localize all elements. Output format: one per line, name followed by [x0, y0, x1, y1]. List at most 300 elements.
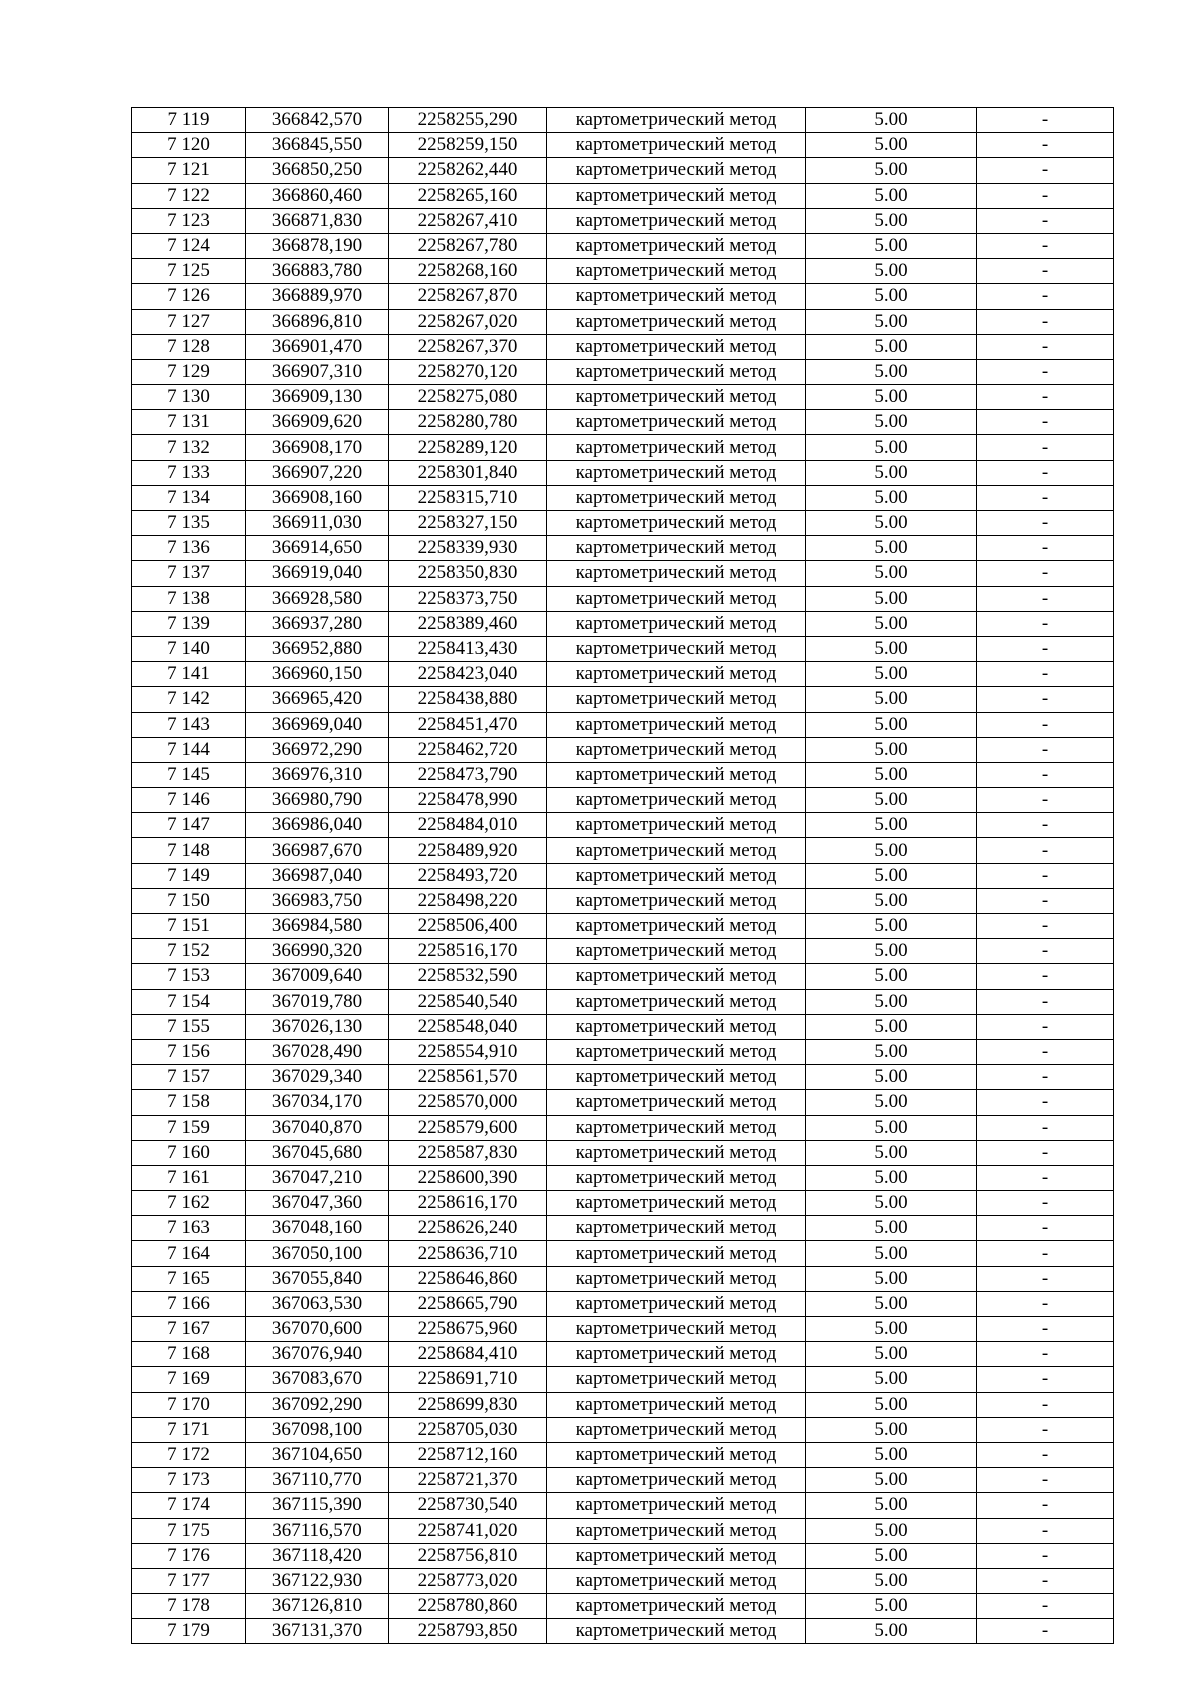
accuracy-cell: 5.00 — [806, 1317, 977, 1342]
table-row — [132, 888, 1114, 913]
table-row — [132, 1619, 1114, 1644]
method-cell: картометрический метод — [547, 1291, 806, 1316]
note-cell: - — [977, 410, 1114, 435]
x-coordinate-cell: 367092,290 — [246, 1392, 389, 1417]
accuracy-cell: 5.00 — [806, 233, 977, 258]
x-coordinate-cell: 366983,750 — [246, 888, 389, 913]
accuracy-cell: 5.00 — [806, 259, 977, 284]
table-row — [132, 435, 1114, 460]
table-row — [132, 939, 1114, 964]
table-row — [132, 586, 1114, 611]
table-row — [132, 1367, 1114, 1392]
method-cell: картометрический метод — [547, 611, 806, 636]
method-cell: картометрический метод — [547, 1266, 806, 1291]
accuracy-cell: 5.00 — [806, 1291, 977, 1316]
table-row — [132, 1216, 1114, 1241]
y-coordinate-cell: 2258741,020 — [389, 1518, 547, 1543]
table-row — [132, 838, 1114, 863]
x-coordinate-cell: 366952,880 — [246, 636, 389, 661]
x-coordinate-cell: 366960,150 — [246, 662, 389, 687]
point-number-cell: 7 138 — [132, 586, 246, 611]
accuracy-cell: 5.00 — [806, 435, 977, 460]
point-number-cell: 7 155 — [132, 1014, 246, 1039]
accuracy-cell: 5.00 — [806, 888, 977, 913]
x-coordinate-cell: 367009,640 — [246, 964, 389, 989]
accuracy-cell: 5.00 — [806, 939, 977, 964]
y-coordinate-cell: 2258570,000 — [389, 1090, 547, 1115]
table-row — [132, 863, 1114, 888]
y-coordinate-cell: 2258554,910 — [389, 1039, 547, 1064]
accuracy-cell: 5.00 — [806, 813, 977, 838]
method-cell: картометрический метод — [547, 964, 806, 989]
x-coordinate-cell: 366878,190 — [246, 233, 389, 258]
method-cell: картометрический метод — [547, 1367, 806, 1392]
x-coordinate-cell: 366965,420 — [246, 687, 389, 712]
point-number-cell: 7 174 — [132, 1493, 246, 1518]
method-cell: картометрический метод — [547, 1039, 806, 1064]
x-coordinate-cell: 367110,770 — [246, 1468, 389, 1493]
note-cell: - — [977, 435, 1114, 460]
method-cell: картометрический метод — [547, 788, 806, 813]
x-coordinate-cell: 367028,490 — [246, 1039, 389, 1064]
note-cell: - — [977, 611, 1114, 636]
method-cell: картометрический метод — [547, 687, 806, 712]
accuracy-cell: 5.00 — [806, 964, 977, 989]
point-number-cell: 7 170 — [132, 1392, 246, 1417]
method-cell: картометрический метод — [547, 485, 806, 510]
point-number-cell: 7 131 — [132, 410, 246, 435]
y-coordinate-cell: 2258675,960 — [389, 1317, 547, 1342]
point-number-cell: 7 146 — [132, 788, 246, 813]
method-cell: картометрический метод — [547, 460, 806, 485]
y-coordinate-cell: 2258712,160 — [389, 1442, 547, 1467]
point-number-cell: 7 178 — [132, 1594, 246, 1619]
y-coordinate-cell: 2258691,710 — [389, 1367, 547, 1392]
x-coordinate-cell: 367116,570 — [246, 1518, 389, 1543]
x-coordinate-cell: 366909,130 — [246, 385, 389, 410]
note-cell: - — [977, 1065, 1114, 1090]
table-row — [132, 359, 1114, 384]
table-row — [132, 1165, 1114, 1190]
table-row — [132, 1115, 1114, 1140]
y-coordinate-cell: 2258462,720 — [389, 737, 547, 762]
point-number-cell: 7 145 — [132, 762, 246, 787]
method-cell: картометрический метод — [547, 284, 806, 309]
accuracy-cell: 5.00 — [806, 586, 977, 611]
y-coordinate-cell: 2258289,120 — [389, 435, 547, 460]
x-coordinate-cell: 367040,870 — [246, 1115, 389, 1140]
x-coordinate-cell: 367050,100 — [246, 1241, 389, 1266]
y-coordinate-cell: 2258423,040 — [389, 662, 547, 687]
table-row — [132, 989, 1114, 1014]
point-number-cell: 7 161 — [132, 1165, 246, 1190]
x-coordinate-cell: 367047,210 — [246, 1165, 389, 1190]
y-coordinate-cell: 2258478,990 — [389, 788, 547, 813]
table-row — [132, 662, 1114, 687]
y-coordinate-cell: 2258548,040 — [389, 1014, 547, 1039]
point-number-cell: 7 148 — [132, 838, 246, 863]
note-cell: - — [977, 1619, 1114, 1644]
note-cell: - — [977, 662, 1114, 687]
method-cell: картометрический метод — [547, 208, 806, 233]
accuracy-cell: 5.00 — [806, 208, 977, 233]
x-coordinate-cell: 366908,170 — [246, 435, 389, 460]
x-coordinate-cell: 367118,420 — [246, 1543, 389, 1568]
table-row — [132, 460, 1114, 485]
method-cell: картометрический метод — [547, 359, 806, 384]
y-coordinate-cell: 2258373,750 — [389, 586, 547, 611]
point-number-cell: 7 169 — [132, 1367, 246, 1392]
point-number-cell: 7 141 — [132, 662, 246, 687]
x-coordinate-cell: 367070,600 — [246, 1317, 389, 1342]
point-number-cell: 7 151 — [132, 914, 246, 939]
y-coordinate-cell: 2258489,920 — [389, 838, 547, 863]
accuracy-cell: 5.00 — [806, 1543, 977, 1568]
method-cell: картометрический метод — [547, 1568, 806, 1593]
note-cell: - — [977, 586, 1114, 611]
accuracy-cell: 5.00 — [806, 334, 977, 359]
method-cell: картометрический метод — [547, 939, 806, 964]
x-coordinate-cell: 367126,810 — [246, 1594, 389, 1619]
y-coordinate-cell: 2258413,430 — [389, 636, 547, 661]
y-coordinate-cell: 2258484,010 — [389, 813, 547, 838]
method-cell: картометрический метод — [547, 1241, 806, 1266]
x-coordinate-cell: 367047,360 — [246, 1191, 389, 1216]
x-coordinate-cell: 366972,290 — [246, 737, 389, 762]
note-cell: - — [977, 1191, 1114, 1216]
note-cell: - — [977, 359, 1114, 384]
method-cell: картометрический метод — [547, 1216, 806, 1241]
table-row — [132, 158, 1114, 183]
accuracy-cell: 5.00 — [806, 712, 977, 737]
point-number-cell: 7 157 — [132, 1065, 246, 1090]
y-coordinate-cell: 2258721,370 — [389, 1468, 547, 1493]
x-coordinate-cell: 366990,320 — [246, 939, 389, 964]
table-row — [132, 964, 1114, 989]
note-cell: - — [977, 687, 1114, 712]
method-cell: картометрический метод — [547, 561, 806, 586]
note-cell: - — [977, 888, 1114, 913]
accuracy-cell: 5.00 — [806, 636, 977, 661]
point-number-cell: 7 119 — [132, 108, 246, 133]
point-number-cell: 7 171 — [132, 1417, 246, 1442]
point-number-cell: 7 152 — [132, 939, 246, 964]
point-number-cell: 7 166 — [132, 1291, 246, 1316]
point-number-cell: 7 137 — [132, 561, 246, 586]
accuracy-cell: 5.00 — [806, 309, 977, 334]
note-cell: - — [977, 863, 1114, 888]
note-cell: - — [977, 1367, 1114, 1392]
method-cell: картометрический метод — [547, 1317, 806, 1342]
method-cell: картометрический метод — [547, 1518, 806, 1543]
point-number-cell: 7 176 — [132, 1543, 246, 1568]
point-number-cell: 7 135 — [132, 511, 246, 536]
note-cell: - — [977, 838, 1114, 863]
table-row — [132, 1241, 1114, 1266]
y-coordinate-cell: 2258756,810 — [389, 1543, 547, 1568]
table-row — [132, 1191, 1114, 1216]
note-cell: - — [977, 788, 1114, 813]
point-number-cell: 7 123 — [132, 208, 246, 233]
note-cell: - — [977, 939, 1114, 964]
x-coordinate-cell: 366842,570 — [246, 108, 389, 133]
y-coordinate-cell: 2258730,540 — [389, 1493, 547, 1518]
table-row — [132, 1065, 1114, 1090]
y-coordinate-cell: 2258275,080 — [389, 385, 547, 410]
note-cell: - — [977, 460, 1114, 485]
table-row — [132, 687, 1114, 712]
y-coordinate-cell: 2258636,710 — [389, 1241, 547, 1266]
y-coordinate-cell: 2258473,790 — [389, 762, 547, 787]
point-number-cell: 7 149 — [132, 863, 246, 888]
table-row — [132, 259, 1114, 284]
y-coordinate-cell: 2258793,850 — [389, 1619, 547, 1644]
point-number-cell: 7 163 — [132, 1216, 246, 1241]
table-row — [132, 1291, 1114, 1316]
y-coordinate-cell: 2258267,870 — [389, 284, 547, 309]
accuracy-cell: 5.00 — [806, 662, 977, 687]
y-coordinate-cell: 2258646,860 — [389, 1266, 547, 1291]
table-row — [132, 1468, 1114, 1493]
accuracy-cell: 5.00 — [806, 1518, 977, 1543]
accuracy-cell: 5.00 — [806, 561, 977, 586]
note-cell: - — [977, 712, 1114, 737]
x-coordinate-cell: 367019,780 — [246, 989, 389, 1014]
x-coordinate-cell: 367098,100 — [246, 1417, 389, 1442]
method-cell: картометрический метод — [547, 309, 806, 334]
accuracy-cell: 5.00 — [806, 359, 977, 384]
point-number-cell: 7 150 — [132, 888, 246, 913]
method-cell: картометрический метод — [547, 183, 806, 208]
accuracy-cell: 5.00 — [806, 687, 977, 712]
x-coordinate-cell: 366907,220 — [246, 460, 389, 485]
table-row — [132, 334, 1114, 359]
y-coordinate-cell: 2258493,720 — [389, 863, 547, 888]
point-number-cell: 7 160 — [132, 1140, 246, 1165]
method-cell: картометрический метод — [547, 1090, 806, 1115]
table-row — [132, 1039, 1114, 1064]
point-number-cell: 7 136 — [132, 536, 246, 561]
table-row — [132, 561, 1114, 586]
y-coordinate-cell: 2258684,410 — [389, 1342, 547, 1367]
accuracy-cell: 5.00 — [806, 1014, 977, 1039]
accuracy-cell: 5.00 — [806, 1140, 977, 1165]
accuracy-cell: 5.00 — [806, 1367, 977, 1392]
note-cell: - — [977, 511, 1114, 536]
accuracy-cell: 5.00 — [806, 1191, 977, 1216]
x-coordinate-cell: 366928,580 — [246, 586, 389, 611]
y-coordinate-cell: 2258626,240 — [389, 1216, 547, 1241]
method-cell: картометрический метод — [547, 108, 806, 133]
point-number-cell: 7 129 — [132, 359, 246, 384]
method-cell: картометрический метод — [547, 1165, 806, 1190]
x-coordinate-cell: 367115,390 — [246, 1493, 389, 1518]
accuracy-cell: 5.00 — [806, 284, 977, 309]
table-row — [132, 1442, 1114, 1467]
note-cell: - — [977, 914, 1114, 939]
x-coordinate-cell: 366911,030 — [246, 511, 389, 536]
point-number-cell: 7 164 — [132, 1241, 246, 1266]
method-cell: картометрический метод — [547, 838, 806, 863]
accuracy-cell: 5.00 — [806, 1594, 977, 1619]
y-coordinate-cell: 2258616,170 — [389, 1191, 547, 1216]
note-cell: - — [977, 108, 1114, 133]
accuracy-cell: 5.00 — [806, 838, 977, 863]
y-coordinate-cell: 2258389,460 — [389, 611, 547, 636]
note-cell: - — [977, 1216, 1114, 1241]
accuracy-cell: 5.00 — [806, 1493, 977, 1518]
method-cell: картометрический метод — [547, 1543, 806, 1568]
point-number-cell: 7 134 — [132, 485, 246, 510]
point-number-cell: 7 179 — [132, 1619, 246, 1644]
table-row — [132, 183, 1114, 208]
x-coordinate-cell: 366937,280 — [246, 611, 389, 636]
method-cell: картометрический метод — [547, 1342, 806, 1367]
point-number-cell: 7 140 — [132, 636, 246, 661]
method-cell: картометрический метод — [547, 536, 806, 561]
y-coordinate-cell: 2258587,830 — [389, 1140, 547, 1165]
accuracy-cell: 5.00 — [806, 1392, 977, 1417]
method-cell: картометрический метод — [547, 158, 806, 183]
method-cell: картометрический метод — [547, 813, 806, 838]
method-cell: картометрический метод — [547, 334, 806, 359]
method-cell: картометрический метод — [547, 233, 806, 258]
y-coordinate-cell: 2258265,160 — [389, 183, 547, 208]
note-cell: - — [977, 1594, 1114, 1619]
x-coordinate-cell: 366889,970 — [246, 284, 389, 309]
method-cell: картометрический метод — [547, 914, 806, 939]
table-row — [132, 410, 1114, 435]
x-coordinate-cell: 366908,160 — [246, 485, 389, 510]
note-cell: - — [977, 989, 1114, 1014]
method-cell: картометрический метод — [547, 1468, 806, 1493]
note-cell: - — [977, 1468, 1114, 1493]
y-coordinate-cell: 2258327,150 — [389, 511, 547, 536]
x-coordinate-cell: 366901,470 — [246, 334, 389, 359]
method-cell: картометрический метод — [547, 1140, 806, 1165]
method-cell: картометрический метод — [547, 259, 806, 284]
note-cell: - — [977, 284, 1114, 309]
table-row — [132, 1518, 1114, 1543]
note-cell: - — [977, 233, 1114, 258]
accuracy-cell: 5.00 — [806, 1442, 977, 1467]
x-coordinate-cell: 367063,530 — [246, 1291, 389, 1316]
note-cell: - — [977, 334, 1114, 359]
y-coordinate-cell: 2258516,170 — [389, 939, 547, 964]
point-number-cell: 7 126 — [132, 284, 246, 309]
accuracy-cell: 5.00 — [806, 762, 977, 787]
point-number-cell: 7 147 — [132, 813, 246, 838]
x-coordinate-cell: 366987,040 — [246, 863, 389, 888]
x-coordinate-cell: 366850,250 — [246, 158, 389, 183]
y-coordinate-cell: 2258315,710 — [389, 485, 547, 510]
note-cell: - — [977, 385, 1114, 410]
table-row — [132, 511, 1114, 536]
note-cell: - — [977, 259, 1114, 284]
method-cell: картометрический метод — [547, 712, 806, 737]
method-cell: картометрический метод — [547, 385, 806, 410]
y-coordinate-cell: 2258270,120 — [389, 359, 547, 384]
method-cell: картометрический метод — [547, 1594, 806, 1619]
x-coordinate-cell: 366976,310 — [246, 762, 389, 787]
method-cell: картометрический метод — [547, 888, 806, 913]
accuracy-cell: 5.00 — [806, 989, 977, 1014]
point-number-cell: 7 168 — [132, 1342, 246, 1367]
method-cell: картометрический метод — [547, 1191, 806, 1216]
accuracy-cell: 5.00 — [806, 737, 977, 762]
x-coordinate-cell: 366984,580 — [246, 914, 389, 939]
table-row — [132, 1266, 1114, 1291]
accuracy-cell: 5.00 — [806, 158, 977, 183]
table-row — [132, 1543, 1114, 1568]
note-cell: - — [977, 1165, 1114, 1190]
x-coordinate-cell: 367131,370 — [246, 1619, 389, 1644]
accuracy-cell: 5.00 — [806, 183, 977, 208]
y-coordinate-cell: 2258532,590 — [389, 964, 547, 989]
point-number-cell: 7 162 — [132, 1191, 246, 1216]
point-number-cell: 7 125 — [132, 259, 246, 284]
y-coordinate-cell: 2258665,790 — [389, 1291, 547, 1316]
note-cell: - — [977, 1317, 1114, 1342]
table-row — [132, 1392, 1114, 1417]
method-cell: картометрический метод — [547, 636, 806, 661]
x-coordinate-cell: 367076,940 — [246, 1342, 389, 1367]
method-cell: картометрический метод — [547, 1417, 806, 1442]
table-row — [132, 712, 1114, 737]
note-cell: - — [977, 737, 1114, 762]
table-row — [132, 1014, 1114, 1039]
accuracy-cell: 5.00 — [806, 511, 977, 536]
point-number-cell: 7 177 — [132, 1568, 246, 1593]
table-row — [132, 485, 1114, 510]
point-number-cell: 7 130 — [132, 385, 246, 410]
table-row — [132, 536, 1114, 561]
y-coordinate-cell: 2258268,160 — [389, 259, 547, 284]
method-cell: картометрический метод — [547, 410, 806, 435]
y-coordinate-cell: 2258780,860 — [389, 1594, 547, 1619]
method-cell: картометрический метод — [547, 1442, 806, 1467]
accuracy-cell: 5.00 — [806, 611, 977, 636]
accuracy-cell: 5.00 — [806, 1090, 977, 1115]
table-row — [132, 788, 1114, 813]
note-cell: - — [977, 1442, 1114, 1467]
note-cell: - — [977, 1266, 1114, 1291]
note-cell: - — [977, 1140, 1114, 1165]
method-cell: картометрический метод — [547, 1115, 806, 1140]
accuracy-cell: 5.00 — [806, 1241, 977, 1266]
point-number-cell: 7 173 — [132, 1468, 246, 1493]
note-cell: - — [977, 485, 1114, 510]
point-number-cell: 7 172 — [132, 1442, 246, 1467]
accuracy-cell: 5.00 — [806, 914, 977, 939]
accuracy-cell: 5.00 — [806, 133, 977, 158]
note-cell: - — [977, 1115, 1114, 1140]
table-row — [132, 636, 1114, 661]
x-coordinate-cell: 366919,040 — [246, 561, 389, 586]
table-row — [132, 385, 1114, 410]
method-cell: картометрический метод — [547, 989, 806, 1014]
table-row — [132, 1594, 1114, 1619]
note-cell: - — [977, 208, 1114, 233]
point-number-cell: 7 158 — [132, 1090, 246, 1115]
x-coordinate-cell: 367104,650 — [246, 1442, 389, 1467]
x-coordinate-cell: 367034,170 — [246, 1090, 389, 1115]
point-number-cell: 7 128 — [132, 334, 246, 359]
note-cell: - — [977, 1417, 1114, 1442]
accuracy-cell: 5.00 — [806, 460, 977, 485]
method-cell: картометрический метод — [547, 737, 806, 762]
table-row — [132, 1140, 1114, 1165]
